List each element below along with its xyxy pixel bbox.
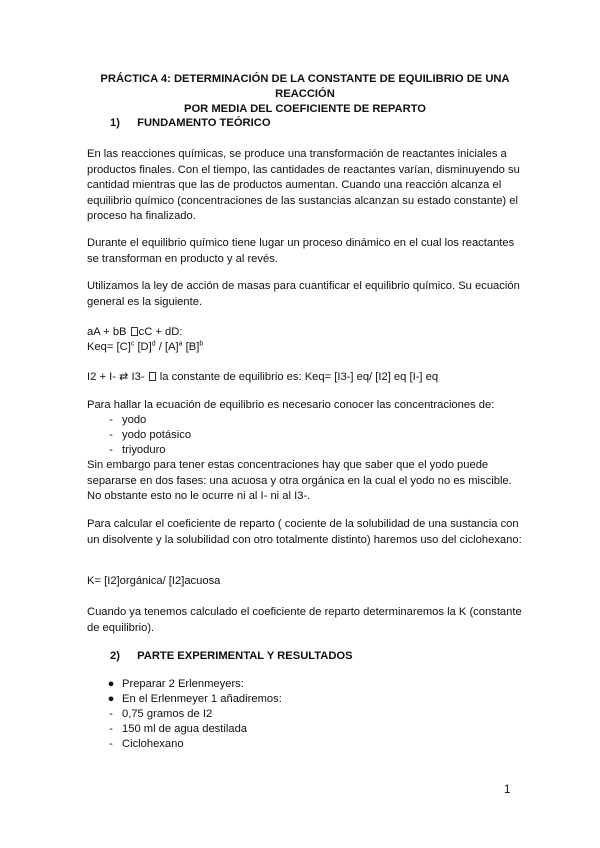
paragraph-7: Cuando ya tenemos calculado el coeficiente de reparto determinaremos la K (constante de equilibrio). [87,606,522,634]
section-label: FUNDAMENTO TEÓRICO [137,117,271,129]
section-label: PARTE EXPERIMENTAL Y RESULTADOS [137,650,353,662]
equation-reaction: aA + bB cC + dD: [87,326,183,338]
paragraph-1: En las reacciones químicas, se produce una transformación de reactantes iniciales a productos finales. Con el tiempo, las cantidades de reactantes varían, disminuyendo su cantidad mientras que las de productos aumentan. Cuando una reacción alcanza el equilibrio químico (concentraciones de las sustancias alcanzan su estado constante) el proceso ha finalizado. [87,148,520,222]
page-number: 1 [504,784,511,796]
section-heading-2 [110,650,353,662]
paragraph-4: Para hallar la ecuación de equilibrio es necesario conocer las concentraciones de: [87,399,495,411]
equation-keq: $Keq= [C]^c$ $[D]^d / [A]^a$ $[B]^b$ [87,340,204,353]
section-number: 1) [110,117,120,129]
paragraph-5: Sin embargo para tener estas concentraciones hay que saber que el yodo puede separarse en dos fases: una acuosa y otra orgánica en la cual el yodo no es miscible. No obstante esto no le ocurre ni al I- ni al I3-. [87,459,512,502]
list-item: - yodo [109,414,147,426]
title-line-1: PRÁCTICA 4: DETERMINACIÓN DE LA CONSTANTE DE EQUILIBRIO DE UNA REACCIÓN [100,73,510,100]
paragraph-2: Durante el equilibrio químico tiene lugar un proceso dinámico en el cual los reactantes se transforman en producto y al revés. [87,237,515,265]
formula-k: K= [I2]orgánica/ [I2]acuosa [87,575,221,587]
list-item: - 0,75 gramos de I2 [109,708,213,720]
section-heading-1 [110,117,271,129]
unknown-symbol-icon [131,327,138,336]
unknown-symbol-icon [149,372,156,381]
title-line-2: POR MEDIA DEL COEFICIENTE DE REPARTO [183,103,426,115]
paragraph-3: Utilizamos la ley de acción de masas para cuantificar el equilibrio químico. Su ecuación general es la siguiente. [87,280,520,308]
section-number: 2) [110,650,120,662]
list-item: ● Preparar 2 Erlenmeyers: [107,678,244,690]
list-item: - Ciclohexano [109,738,184,750]
list-item: - 150 ml de agua destilada [109,723,248,735]
paragraph-6: Para calcular el coeficiente de reparto ( cociente de la solubilidad de una sustancia con un disolvente y la solubilidad con otro totalmente distinto) haremos uso del ciclohexano: [87,518,522,546]
list-item: - triyoduro [109,444,166,456]
list-item: - yodo potásico [109,429,192,441]
list-item: ● En el Erlenmeyer 1 añadiremos: [107,693,282,705]
page-title [70,72,540,117]
equation-iodine: I2 + I- ⇄ I3- la constante de equilibrio es: Keq= [I3-] eq/ [I2] eq [I-] eq [87,371,439,383]
